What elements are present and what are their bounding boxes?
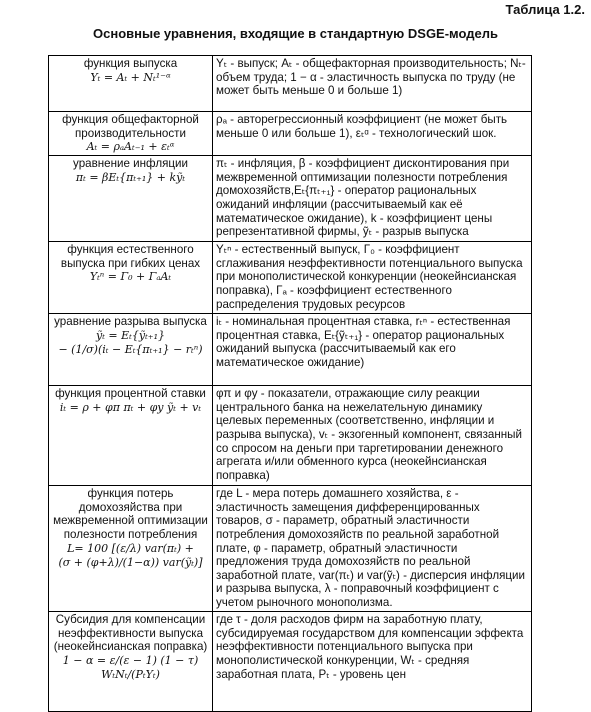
- equation-description: ρₐ - авторегрессионный коэффициент (не может быть меньше 0 или больше 1), εₜᵅ - технологический шок.: [213, 112, 532, 156]
- equation-description: где L - мера потерь домашнего хозяйства, ε - эластичность замещения дифференцированных товаров, σ - параметр, обратный эластичности потребления домохозяйств по реальной заработной плате, φ - параметр, обратный эластичности предложения труда домохозяйств по реальной заработной плате, var(πₜ) и var(ỹₜ) - дисперсия инфляции и разрыва выпуска, λ - поправочный коэффициент с учетом рыночного монополизма.: [213, 486, 532, 612]
- table-row: [49, 314, 532, 386]
- equations-table: [48, 55, 532, 712]
- equation-name: функция процентной ставки: [55, 387, 206, 401]
- equation-cell: [49, 112, 213, 156]
- equation-formula: Yₜⁿ = Γ₀ + ΓₐAₜ: [89, 270, 172, 284]
- equation-cell: [49, 612, 213, 712]
- table-row: [49, 386, 532, 486]
- equation-name: функция выпуска: [83, 57, 178, 70]
- equation-description: φπ и φy - показатели, отражающие силу реакции центрального банка на нежелательную динамику целевых переменных (соответственно, инфляции и разрыва выпуска), vₜ - экзогенный компонент, связанный со спросом на деньги при таргетировании денежного агрегата и/или обменного курса (неокейнсианская поправка): [213, 386, 532, 486]
- equation-cell: [49, 156, 213, 242]
- table-label: Таблица 1.2.: [505, 2, 585, 17]
- table-row: [49, 112, 532, 156]
- table-row: [49, 612, 532, 712]
- table-row: [49, 242, 532, 314]
- equation-formula: ỹₜ = Eₜ{ỹₜ₊₁} − (1/σ)(iₜ − Eₜ{πₜ₊₁} − rₜⁿ): [58, 328, 203, 356]
- equation-cell: [49, 242, 213, 314]
- table-row: [49, 486, 532, 612]
- table-row: [49, 56, 532, 112]
- equation-name: уравнение разрыва выпуска: [54, 315, 207, 329]
- equation-name: функция общефакторной производительности: [62, 113, 199, 140]
- equation-cell: [49, 56, 213, 112]
- equation-formula: πₜ = βEₜ{πₜ₊₁} + kỹₜ: [75, 170, 186, 184]
- equation-formula: Yₜ = Aₜ + Nₜ¹⁻ᵅ: [90, 70, 171, 84]
- equation-description: iₜ - номинальная процентная ставка, rₜⁿ - естественная процентная ставка, Eₜ{ỹₜ₊₁} - оператор рациональных ожиданий выпуска (рассчитываемый как его математическое ожидание): [213, 314, 532, 386]
- equation-description: πₜ - инфляция, β - коэффициент дисконтирования при межвременной оптимизации полезности потребления домохозяйств,Eₜ{πₜ₊₁} - оператор рациональных ожиданий инфляции (рассчитываемый как её математическое ожидание), k - коэффициент цены репрезентативной фирмы, ỹₜ - разрыв выпуска: [213, 156, 532, 242]
- equation-name: функция естественного выпуска при гибких ценах: [60, 243, 201, 270]
- table-row: [49, 156, 532, 242]
- equation-name: функция потерь домохозяйства при межвременной оптимизации полезности потребления: [53, 487, 208, 541]
- equation-cell: [49, 486, 213, 612]
- equation-formula: 1 − α = ε/(ε − 1) (1 − τ) WₜNₜ/(PₜYₜ): [62, 653, 199, 681]
- equation-formula: iₜ = ρ + φπ πₜ + φy ỹₜ + vₜ: [59, 400, 202, 414]
- equation-description: Yₜ - выпуск; Aₜ - общефакторная производительность; Nₜ- объем труда; 1 − α - эластичность выпуска по труду (не может быть меньше 0 и больше 1): [213, 56, 532, 112]
- equation-formula: L= 100 [(ε/λ) var(πₜ) + (σ + (φ+λ)/(1−α)) var(ỹₜ)]: [58, 541, 203, 569]
- equation-formula: Aₜ = ρₐAₜ₋₁ + εₜᵅ: [86, 140, 175, 154]
- equation-name: уравнение инфляции: [73, 157, 188, 171]
- equation-cell: [49, 386, 213, 486]
- table-title: Основные уравнения, входящие в стандартную DSGE-модель: [93, 26, 498, 41]
- equation-description: Yₜⁿ - естественный выпуск, Γ₀ - коэффициент сглаживания неэффективности потенциального выпуска при монополистической конкуренции (неокейнсианская поправка), Γₐ - коэффициент естественного распределения трудовых ресурсов: [213, 242, 532, 314]
- equation-description: где τ - доля расходов фирм на заработную плату, субсидируемая государством для компенсации эффекта неэффективности потенциального выпуска при монополистической конкуренции, Wₜ - средняя заработная плата, Pₜ - уровень цен: [213, 612, 532, 712]
- equation-cell: [49, 314, 213, 386]
- equation-name: Субсидия для компенсации неэффективности выпуска (неокейнсианская поправка): [53, 613, 208, 654]
